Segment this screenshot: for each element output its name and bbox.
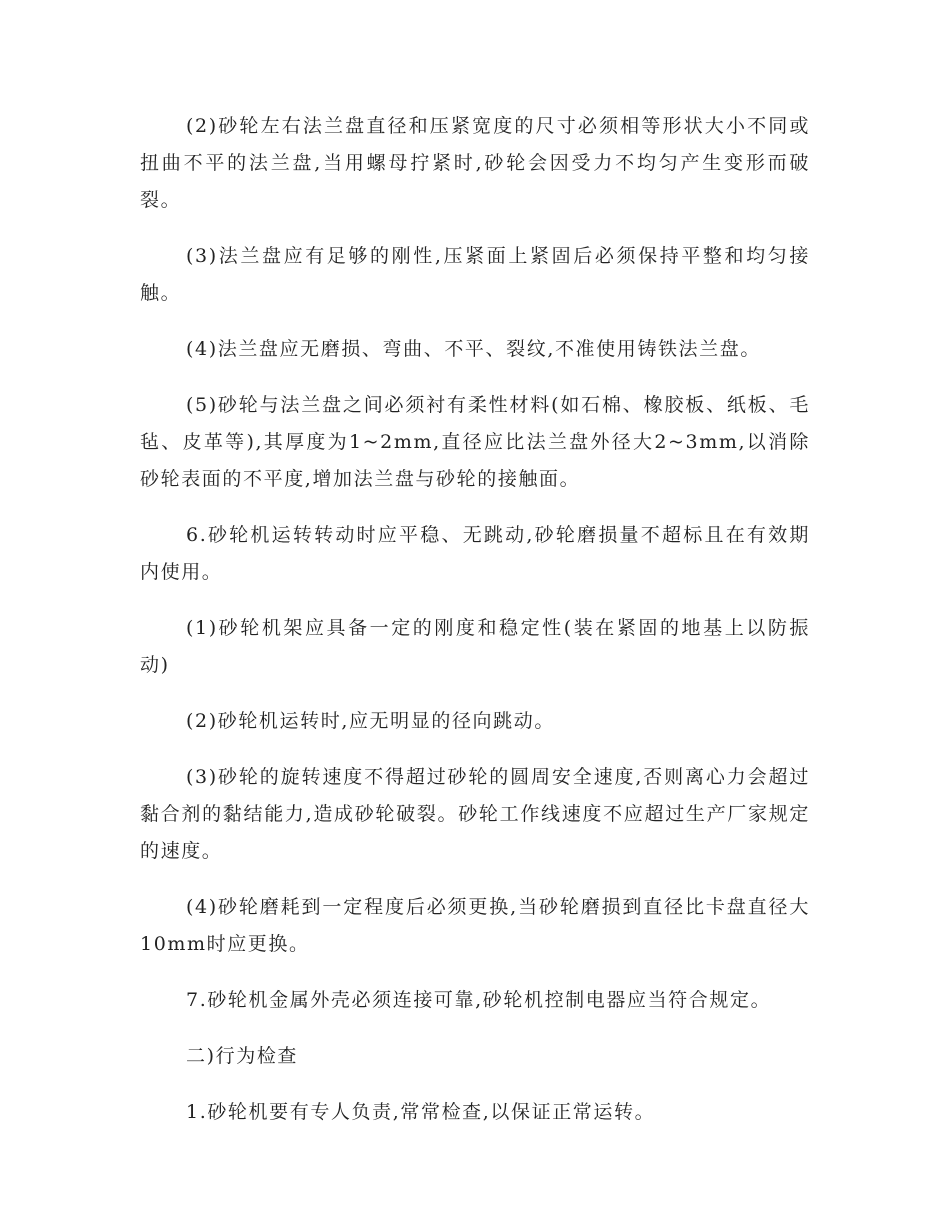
- paragraph-smooth-operation: 6.砂轮机运转转动时应平稳、无跳动,砂轮磨损量不超标且在有效期内使用。: [140, 524, 810, 583]
- paragraph-metal-housing: 7.砂轮机金属外壳必须连接可靠,砂轮机控制电器应当符合规定。: [186, 989, 772, 1011]
- paragraph-dedicated-person: 1.砂轮机要有专人负责,常常检查,以保证正常运转。: [186, 1101, 656, 1123]
- section-heading-behavior-check: 二)行为检查: [186, 1045, 299, 1067]
- paragraph-flange-rigidity: (3)法兰盘应有足够的刚性,压紧面上紧固后必须保持平整和均匀接触。: [140, 245, 810, 304]
- paragraph-flexible-liner: (5)砂轮与法兰盘之间必须衬有柔性材料(如石棉、橡胶板、纸板、毛毡、皮革等),其厚度为1~2mm,直径应比法兰盘外径大2~3mm,以消除砂轮表面的不平度,增加法兰盘与砂轮的接触面。: [140, 394, 810, 490]
- paragraph-flange-size: (2)砂轮左右法兰盘直径和压紧宽度的尺寸必须相等形状大小不同或扭曲不平的法兰盘,当用螺母拧紧时,砂轮会因受力不均匀产生变形而破裂。: [140, 115, 810, 211]
- paragraph-radial-runout: (2)砂轮机运转时,应无明显的径向跳动。: [186, 710, 555, 732]
- paragraph-wheel-replacement: (4)砂轮磨耗到一定程度后必须更换,当砂轮磨损到直径比卡盘直径大10mm时应更换。: [140, 896, 810, 955]
- paragraph-rotation-speed: (3)砂轮的旋转速度不得超过砂轮的圆周安全速度,否则离心力会超过黏合剂的黏结能力,造成砂轮破裂。砂轮工作线速度不应超过生产厂家规定的速度。: [140, 766, 810, 862]
- paragraph-flange-wear: (4)法兰盘应无磨损、弯曲、不平、裂纹,不准使用铸铁法兰盘。: [186, 338, 761, 360]
- paragraph-frame-stability: (1)砂轮机架应具备一定的刚度和稳定性(装在紧固的地基上以防振动): [140, 617, 810, 676]
- document-page: [140, 108, 810, 1150]
